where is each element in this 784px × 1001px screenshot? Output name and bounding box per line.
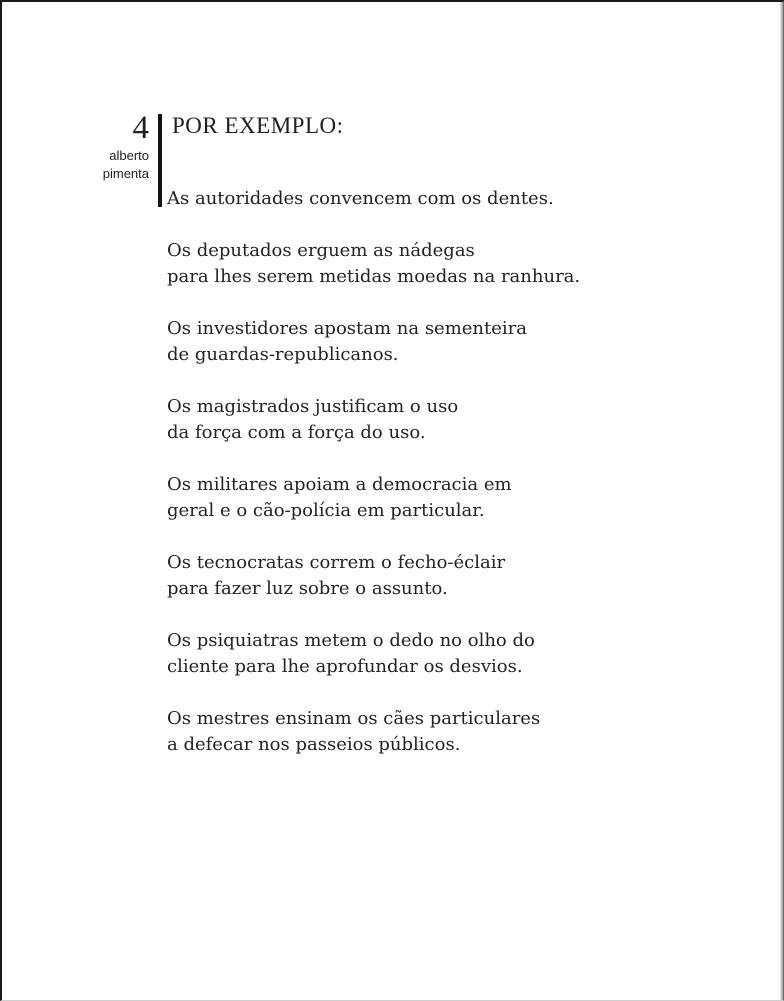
- poem-line: para lhes serem metidas moedas na ranhura.: [167, 266, 581, 287]
- poem-line: As autoridades convencem com os dentes.: [167, 188, 554, 209]
- poem-line: a defecar nos passeios públicos.: [167, 734, 461, 755]
- author-last-name: pimenta: [102, 166, 149, 181]
- poem-line: Os psiquiatras metem o dedo no olho do: [167, 630, 535, 651]
- poem-line: de guardas-republicanos.: [167, 344, 399, 365]
- poem-line: Os investidores apostam na sementeira: [167, 318, 527, 339]
- stanza: [167, 186, 757, 212]
- stanza: [167, 706, 757, 758]
- stanza: [167, 316, 757, 368]
- poem-line: Os mestres ensinam os cães particulares: [167, 708, 541, 729]
- poem-title: POR EXEMPLO:: [172, 113, 344, 138]
- stanza: [167, 628, 757, 680]
- poem-line: geral e o cão-polícia em particular.: [167, 500, 485, 521]
- stanza: [167, 472, 757, 524]
- stanza: [167, 550, 757, 602]
- header-vertical-rule: [158, 114, 162, 207]
- poem-line: Os deputados erguem as nádegas: [167, 240, 475, 261]
- poem-line: cliente para lhe aprofundar os desvios.: [167, 656, 523, 677]
- poem-line: da força com a força do uso.: [167, 422, 426, 443]
- author-name: [103, 147, 149, 183]
- scan-edge: [780, 2, 783, 1000]
- poem-body: [167, 186, 757, 784]
- poem-line: Os magistrados justificam o uso: [167, 396, 459, 417]
- stanza: [167, 394, 757, 446]
- poem-line: Os tecnocratas correm o fecho-éclair: [167, 552, 506, 573]
- poem-line: para fazer luz sobre o assunto.: [167, 578, 448, 599]
- poem-line: Os militares apoiam a democracia em: [167, 474, 512, 495]
- author-first-name: alberto: [109, 148, 149, 163]
- page-number: 4: [132, 110, 149, 146]
- stanza: [167, 238, 757, 290]
